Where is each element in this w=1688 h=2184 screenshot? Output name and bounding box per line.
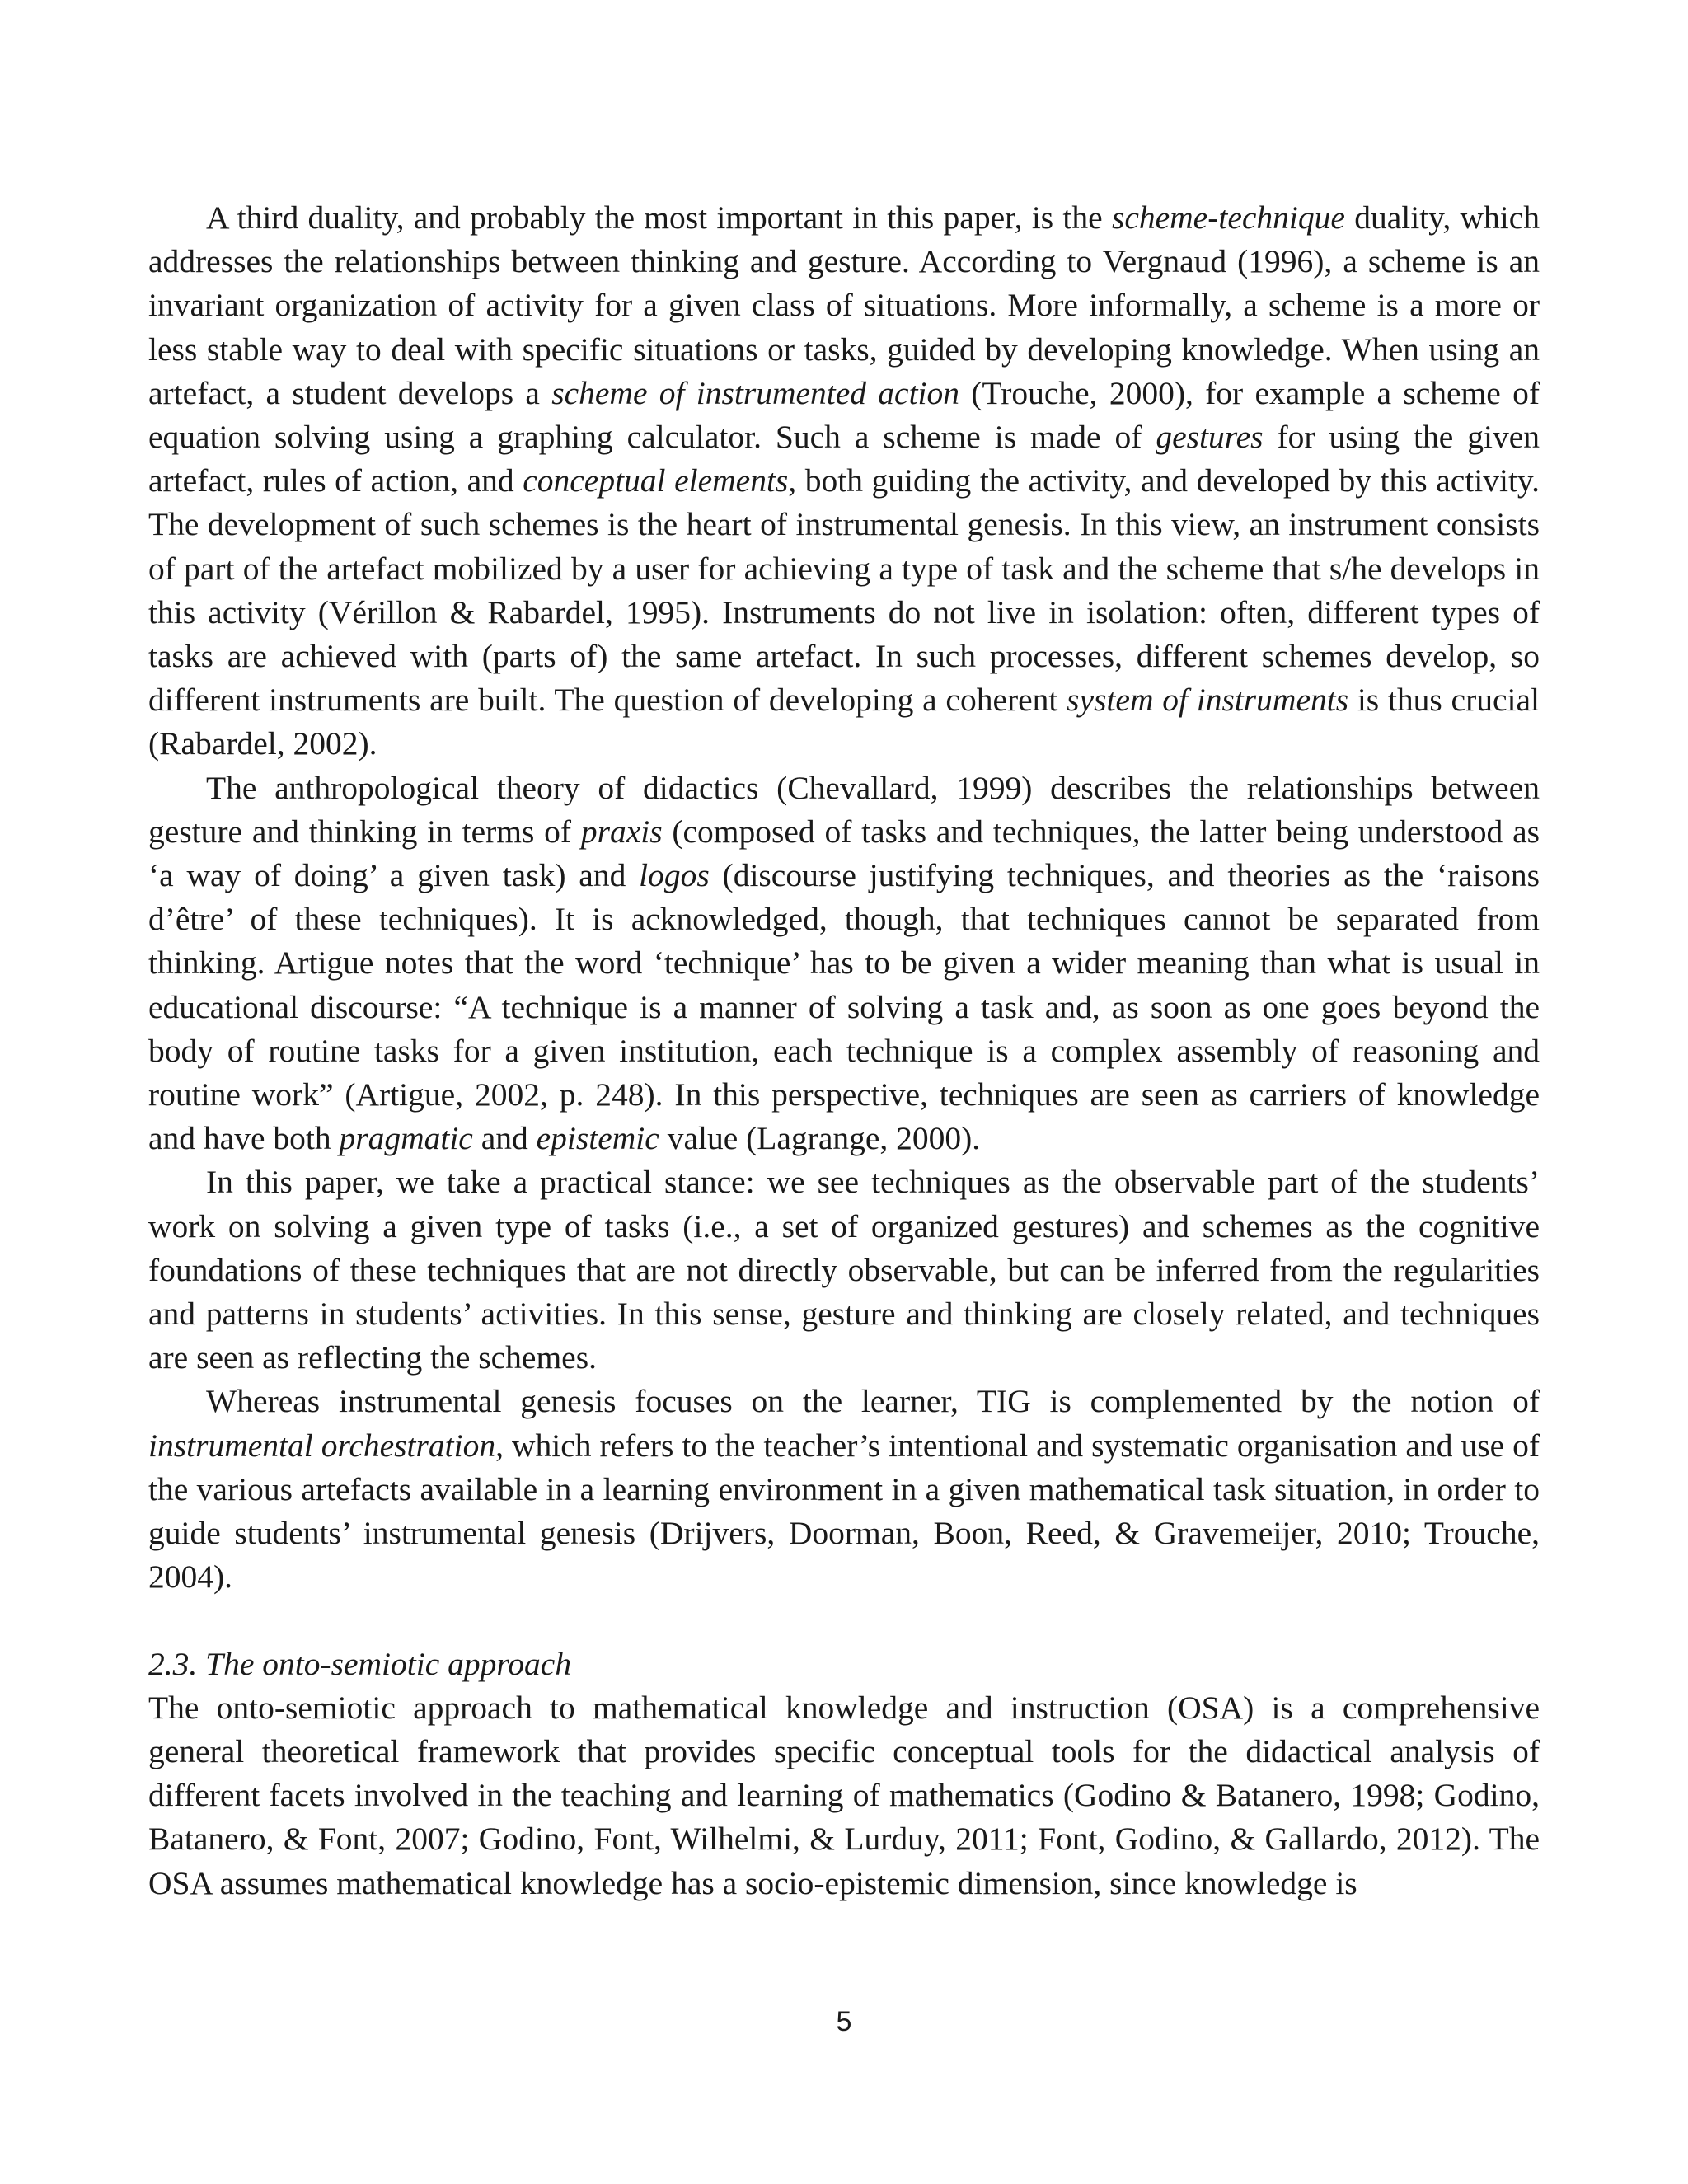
italic-term: praxis	[580, 813, 663, 850]
paragraph-onto-semiotic	[148, 1686, 1540, 1905]
text-run: is thus crucial (Rabardel, 2002).	[148, 682, 1540, 762]
text-run: (composed of tasks and techniques, the latter being understood as ‘a way of doing’ a given task) and	[148, 813, 1540, 894]
page-body	[148, 196, 1540, 1905]
text-run: value (Lagrange, 2000).	[659, 1120, 981, 1157]
paragraph-practical-stance	[148, 1160, 1540, 1380]
text-run: In this paper, we take a practical stance: we see techniques as the observable part of the students’ work on solving a given type of tasks (i.e., a set of organized gestures) and schemes as the cognitive foundations of these techniques that are not directly observable, but can be inferred from the regularities and patterns in students’ activities. In this sense, gesture and thinking are closely related, and techniques are seen as reflecting the schemes.	[148, 1164, 1540, 1376]
text-run: , which refers to the teacher’s intentional and systematic organisation and use of the various artefacts available in a learning environment in a given mathematical task situation, in order to guide students’ instrumental genesis (Drijvers, Doorman, Boon, Reed, & Gravemeijer, 2010; Trouche, 2004).	[148, 1427, 1540, 1596]
text-run: A third duality, and probably the most important in this paper, is the	[206, 199, 1112, 236]
text-run: , both guiding the activity, and developed by this activity. The development of such schemes is the heart of instrumental genesis. In this view, an instrument consists of part of the artefact mobilized by a user for achieving a type of task and the scheme that s/he develops in this activity (Vérillon & Rabardel, 1995). Instruments do not live in isolation: often, different types of tasks are achieved with (parts of) the same artefact. In such processes, different schemes develop, so different instruments are built. The question of developing a coherent	[148, 462, 1540, 719]
text-run: The onto-semiotic approach to mathematical knowledge and instruction (OSA) is a comprehensive general theoretical framework that provides specific conceptual tools for the didactical analysis of different facets involved in the teaching and learning of mathematics (Godino & Batanero, 1998; Godino, Batanero, & Font, 2007; Godino, Font, Wilhelmi, & Lurduy, 2011; Font, Godino, & Gallardo, 2012). The OSA assumes mathematical knowledge has a socio-epistemic dimension, since knowledge is	[148, 1689, 1540, 1901]
text-run: (Trouche, 2000), for example a scheme of equation solving using a graphing calculator. Such a scheme is made of	[148, 374, 1540, 456]
text-run: (discourse justifying techniques, and theories as the ‘raisons d’être’ of these techniques). It is acknowledged, though, that techniques cannot be separated from thinking. Artigue notes that the word ‘technique’ has to be given a wider meaning than what is usual in educational discourse: “A technique is a manner of solving a task and, as soon as one goes beyond the body of routine tasks for a given institution, each technique is a complex assembly of reasoning and routine work” (Artigue, 2002, p. 248). In this perspective, techniques are seen as carriers of knowledge and have both	[148, 857, 1540, 1157]
section-heading: 2.3. The onto-semiotic approach	[148, 1645, 572, 1682]
italic-term: gestures	[1156, 419, 1264, 456]
italic-term: scheme-technique	[1111, 199, 1345, 236]
italic-term: scheme of instrumented action	[551, 374, 960, 411]
italic-term: logos	[639, 857, 710, 894]
paragraph-scheme-technique-duality	[148, 196, 1540, 766]
italic-term: system of instruments	[1067, 682, 1349, 719]
italic-term: instrumental orchestration	[148, 1427, 496, 1464]
text-run: Whereas instrumental genesis focuses on the learner, TIG is complemented by the notion of	[206, 1383, 1540, 1420]
page-number: 5	[836, 2006, 852, 2037]
italic-term: pragmatic	[339, 1120, 473, 1157]
text-run: duality, which addresses the relationships between thinking and gesture. According to Vergnaud (1996), a scheme is an invariant organization of activity for a given class of situations. More informally, a scheme is a more or less stable way to deal with specific situations or tasks, guided by developing knowledge. When using an artefact, a student develops a	[148, 199, 1540, 411]
italic-term: epistemic	[536, 1120, 659, 1157]
paragraph-instrumental-orchestration	[148, 1380, 1540, 1599]
text-run: and	[472, 1120, 537, 1157]
paragraph-anthropological-theory	[148, 766, 1540, 1161]
text-run: The anthropological theory of didactics (Chevallard, 1999) describes the relationships between gesture and thinking in terms of	[148, 769, 1540, 850]
italic-term: conceptual elements	[523, 462, 789, 499]
text-run: for using the given artefact, rules of action, and	[148, 419, 1540, 499]
